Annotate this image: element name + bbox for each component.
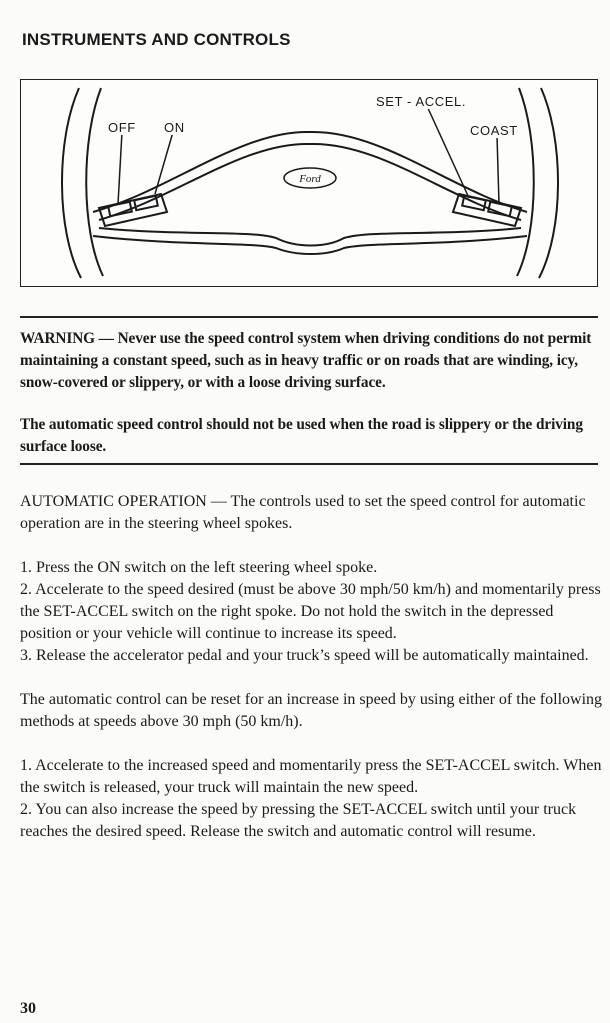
warning-top-rule (20, 316, 598, 318)
wheel-rim-right-outer (539, 88, 558, 278)
leader-off (118, 132, 122, 204)
warning-paragraph: WARNING — Never use the speed control system when driving conditions do not permit maintaining a constant speed, such as in heavy traffic or on roads that are winding, icy, snow-covered or slippery, or with a loose driving surface. (20, 330, 592, 391)
reset-step-item: 1. Accelerate to the increased speed and momentarily press the SET-ACCEL switch. When the switch is released, your truck will maintain the new speed. (20, 757, 602, 796)
leader-set-accel (427, 106, 469, 198)
page-number: 30 (20, 1000, 36, 1017)
right-switch-panel (453, 194, 521, 226)
steering-wheel-drawing (21, 80, 599, 288)
warning-note: The automatic speed control should not be used when the road is slippery or the driving surface loose. (20, 416, 583, 455)
label-coast: COAST (470, 123, 518, 138)
leader-coast (497, 136, 499, 204)
step-item: 3. Release the accelerator pedal and your truck’s speed will be automatically maintained. (20, 647, 589, 664)
steering-wheel-illustration (20, 79, 598, 287)
body-text (20, 491, 606, 843)
section-heading: INSTRUMENTS AND CONTROLS (22, 30, 291, 49)
intro-paragraph: AUTOMATIC OPERATION — The controls used to set the speed control for automatic operation are in the steering wheel spokes. (20, 493, 586, 532)
leader-on (155, 132, 173, 194)
reset-step-item: 2. You can also increase the speed by pressing the SET-ACCEL switch until your truck reaches the desired speed. Release the switch and automatic control will resume. (20, 801, 577, 840)
ford-emblem-text: Ford (299, 173, 321, 185)
warning-box (20, 328, 602, 478)
wheel-rim-right-inner (517, 88, 534, 276)
label-on: ON (164, 120, 185, 135)
warning-bottom-rule (20, 463, 598, 465)
reset-intro-paragraph: The automatic control can be reset for an increase in speed by using either of the following methods at speeds above 30 mph (50 km/h). (20, 691, 603, 730)
step-item: 1. Press the ON switch on the left steering wheel spoke. (20, 559, 378, 576)
left-switch-panel (99, 194, 167, 226)
wheel-rim-left-inner (86, 88, 103, 276)
step-item: 2. Accelerate to the speed desired (must be above 30 mph/50 km/h) and momentarily press the SET-ACCEL switch on the right spoke. Do not hold the switch in the depressed position or your vehicle will continue to increase its speed. (20, 581, 601, 642)
label-set-accel: SET - ACCEL. (376, 94, 467, 109)
label-off: OFF (108, 120, 136, 135)
wheel-rim-left-outer (62, 88, 81, 278)
